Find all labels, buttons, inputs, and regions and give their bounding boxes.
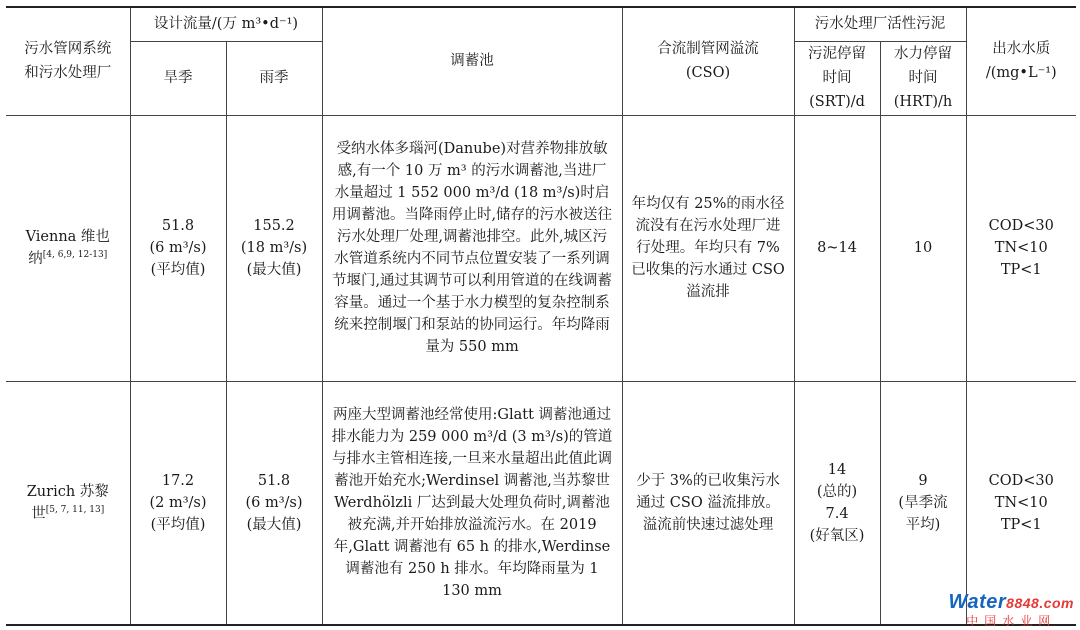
table-row bbox=[6, 115, 1076, 381]
header-cso-line1: 合流制管网溢流 bbox=[657, 41, 759, 58]
row-name-line1: Zurich 苏黎 bbox=[26, 483, 109, 500]
table-row bbox=[6, 381, 1076, 625]
dry-rate: (6 m³/s) bbox=[149, 240, 207, 256]
row-name bbox=[6, 115, 130, 381]
row-name-line2: 纳 bbox=[28, 251, 43, 267]
header-system bbox=[6, 7, 130, 115]
rainy-value: 155.2 bbox=[253, 218, 295, 234]
row-hrt bbox=[880, 381, 966, 625]
watermark-brand-text: Water bbox=[948, 591, 1007, 613]
header-hrt bbox=[880, 41, 966, 115]
effluent-tn: TN<10 bbox=[994, 240, 1048, 256]
dry-note: (平均值) bbox=[150, 516, 206, 533]
row-rainy-flow bbox=[226, 115, 322, 381]
rainy-note: (最大值) bbox=[246, 516, 302, 533]
wastewater-comparison-table bbox=[6, 6, 1076, 626]
watermark-subtitle: 中国水业网 bbox=[966, 614, 1057, 628]
row-dry-flow bbox=[130, 381, 226, 625]
header-cso-line2: (CSO) bbox=[685, 65, 731, 82]
effluent-tn: TN<10 bbox=[994, 494, 1048, 511]
row-storage: 两座大型调蓄池经常使用:Glatt 调蓄池通过排水能力为 259 000 m³/d (3 m³/s)的管道与排水主管相连接,一旦来水量超出此值此调蓄池开始充水;Werdinsel 调蓄池,当苏黎世 Werdhölzli 厂达到最大处理负荷时,调蓄池被充满,并开始排放溢流污水。在 2019 年,Glatt 调蓄池有 65 h 的排水,Werdinse 调蓄池有 250 h 排水。年均降雨量为 1 130 mm bbox=[322, 381, 622, 625]
row-srt bbox=[794, 381, 880, 625]
header-design-flow: 设计流量/(万 m³•d⁻¹) bbox=[130, 7, 322, 41]
header-cso bbox=[622, 7, 794, 115]
hrt-value: 9 bbox=[918, 472, 928, 489]
header-hrt-line3: (HRT)/h bbox=[893, 94, 953, 110]
rainy-note: (最大值) bbox=[246, 262, 302, 278]
row-storage: 受纳水体多瑙河(Danube)对营养物排放敏感,有一个 10 万 m³ 的污水调蓄池,当进厂水量超过 1 552 000 m³/d (18 m³/s)时启用调蓄池。当降雨停止时,储存的污水被送往污水处理厂处理,调蓄池排空。此外,城区污水管道系统内不同节点位置安装了一系列调节堰门,通过其调节可以利用管道的在线调蓄容量。通过一个基于水力模型的复杂控制系统来控制堰门和泵站的协同运行。年均降雨量为 550 mm bbox=[322, 115, 622, 381]
rainy-value: 51.8 bbox=[257, 472, 291, 489]
effluent-tp: TP<1 bbox=[1000, 516, 1042, 533]
watermark-brand bbox=[948, 591, 1074, 614]
header-srt-line1: 污泥停留 bbox=[808, 46, 867, 62]
header-srt-line2: 时间 bbox=[822, 70, 852, 86]
dry-value: 51.8 bbox=[161, 218, 195, 234]
srt-value: 14 bbox=[827, 461, 847, 478]
hrt-note-2: 平均) bbox=[905, 516, 941, 533]
effluent-cod: COD<30 bbox=[988, 218, 1054, 234]
row-dry-flow bbox=[130, 115, 226, 381]
row-cso: 少于 3%的已收集污水通过 CSO 溢流排放。溢流前快速过滤处理 bbox=[622, 381, 794, 625]
header-system-line1: 污水管网系统 bbox=[24, 41, 112, 58]
row-hrt bbox=[880, 115, 966, 381]
watermark-number: 8848 bbox=[1006, 595, 1040, 611]
header-srt-line3: (SRT)/d bbox=[809, 94, 865, 110]
header-storage: 调蓄池 bbox=[322, 7, 622, 115]
citation-ref: [4, 6,9, 12-13] bbox=[42, 250, 108, 261]
rainy-rate: (18 m³/s) bbox=[240, 240, 308, 256]
srt-value: 8~14 bbox=[817, 240, 857, 256]
header-hrt-line2: 时间 bbox=[908, 70, 938, 86]
srt-note: (总的) bbox=[816, 483, 858, 500]
header-system-line2: 和污水处理厂 bbox=[24, 65, 112, 82]
row-cso: 年均仅有 25%的雨水径流没有在污水处理厂进行处理。年均只有 7%已收集的污水通过 CSO 溢流排 bbox=[622, 115, 794, 381]
srt-note-2: (好氧区) bbox=[809, 527, 865, 544]
header-hrt-line1: 水力停留 bbox=[894, 46, 953, 62]
effluent-cod: COD<30 bbox=[988, 472, 1054, 489]
header-srt bbox=[794, 41, 880, 115]
dry-note: (平均值) bbox=[150, 262, 206, 278]
header-effluent bbox=[966, 7, 1076, 115]
row-name-line1: Vienna 维也 bbox=[25, 229, 110, 245]
header-sludge-group: 污水处理厂活性污泥 bbox=[794, 7, 966, 41]
row-effluent bbox=[966, 381, 1076, 625]
dry-rate: (2 m³/s) bbox=[149, 494, 207, 511]
row-effluent bbox=[966, 115, 1076, 381]
header-effluent-line2: /(mg•L⁻¹) bbox=[985, 65, 1057, 82]
header-dry: 旱季 bbox=[130, 41, 226, 115]
rainy-rate: (6 m³/s) bbox=[245, 494, 303, 511]
watermark-domain: .com bbox=[1039, 595, 1074, 611]
dry-value: 17.2 bbox=[161, 472, 195, 489]
row-rainy-flow bbox=[226, 381, 322, 625]
header-rainy: 雨季 bbox=[226, 41, 322, 115]
header-effluent-line1: 出水水质 bbox=[992, 41, 1051, 58]
effluent-tp: TP<1 bbox=[1000, 262, 1042, 278]
row-name-line2: 世 bbox=[31, 505, 46, 522]
srt-value-2: 7.4 bbox=[825, 505, 849, 522]
row-srt bbox=[794, 115, 880, 381]
citation-ref: [5, 7, 11, 13] bbox=[45, 504, 105, 515]
watermark-logo bbox=[948, 591, 1074, 628]
hrt-value: 10 bbox=[913, 240, 933, 256]
hrt-note: (旱季流 bbox=[898, 494, 948, 511]
row-name bbox=[6, 381, 130, 625]
